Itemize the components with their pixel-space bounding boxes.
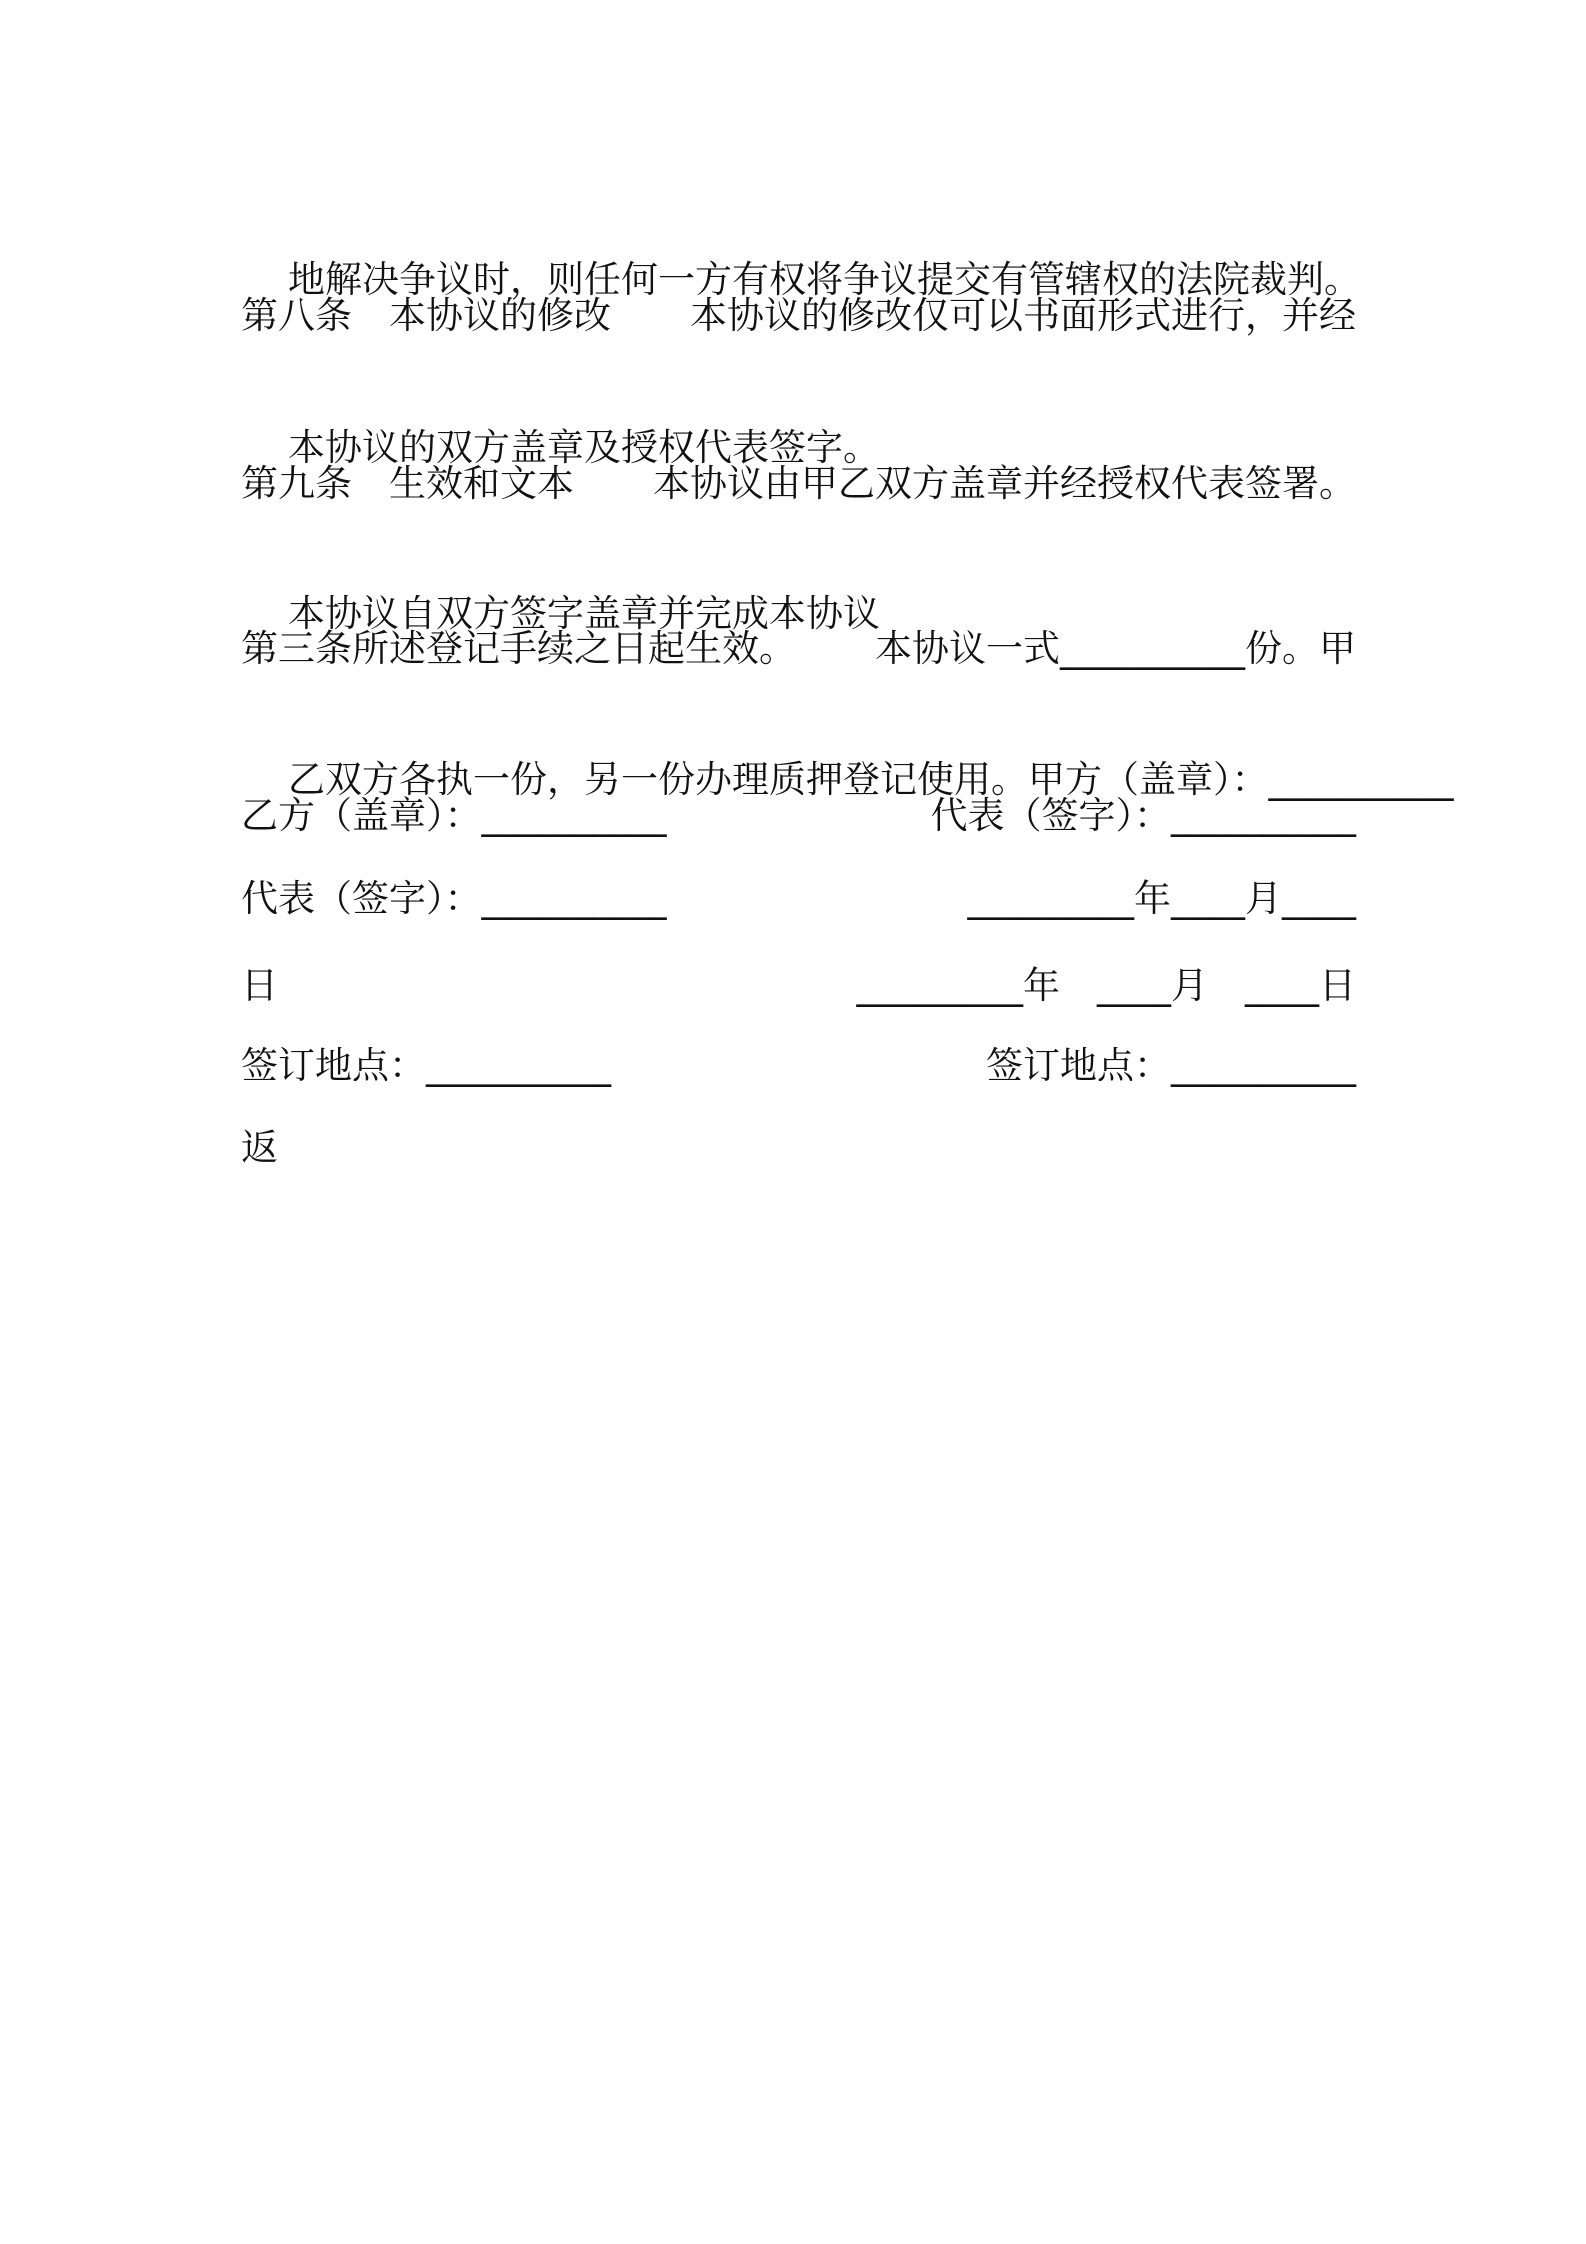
representative-sign-field: 代表（签字）：__________ (241, 877, 667, 920)
article-9-text: 本协议由甲乙双方盖章并经授权代表签署。 (653, 462, 1356, 505)
representative-sign-field: 代表（签字）：__________ (930, 794, 1356, 837)
text-line-6 (241, 625, 1356, 673)
text-segment: 地解决争议时，则任何一方有权将争议提交有管辖权的法院裁判。 (288, 258, 1362, 301)
text-segment: 乙双方各执一份，另一份办理质押登记使用。甲方（盖章）：__________ (288, 758, 1454, 801)
text-line-3 (241, 376, 1356, 469)
text-segment: 本协议自双方签字盖章并完成本协议 (288, 592, 881, 635)
article-9-heading: 第九条 生效和文本 (241, 462, 648, 505)
text-line-5 (241, 542, 1356, 635)
text-segment: 第三条所述登记手续之日起生效。 (241, 627, 852, 670)
article-8-heading: 第八条 本协议的修改 (241, 294, 685, 337)
footer-text: 返 (241, 1126, 278, 1169)
signing-place-field: 签订地点：__________ (986, 1044, 1356, 1087)
article-8-text: 本协议的修改仅可以书面形式进行，并经 (690, 294, 1356, 337)
date-field: _________年 ____月 ____日 (856, 964, 1356, 1007)
signing-place-field: 签订地点：__________ (241, 1044, 611, 1087)
date-day-text: 日 (241, 964, 278, 1007)
article-9-line (241, 460, 1356, 508)
text-line-7 (241, 708, 1454, 801)
date-field: _________年____月____ (967, 877, 1356, 920)
text-line-1 (241, 208, 1362, 301)
text-segment: 本协议的双方盖章及授权代表签字。 (288, 426, 881, 469)
article-8-line (241, 292, 1356, 340)
party-b-seal-field: 乙方（盖章）：__________ (241, 794, 667, 837)
copies-text: 本协议一式__________份。甲 (875, 627, 1356, 670)
